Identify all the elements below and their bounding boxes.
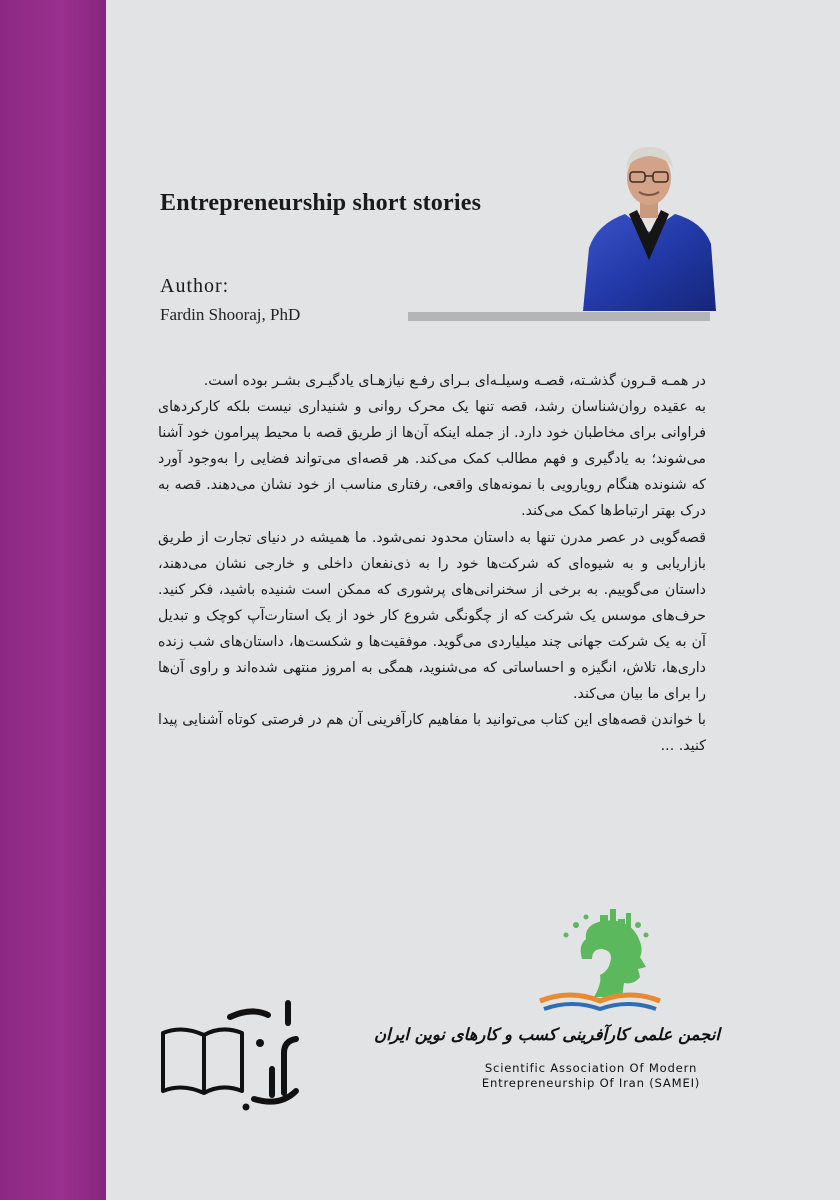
association-logo <box>530 905 670 1015</box>
paragraph: در همـه قـرون گذشـته، قصـه وسیلـه‌ای بـرای رفـع نیازهـای یادگیـری بشـر بوده است. <box>203 373 706 389</box>
association-name-line: Scientific Association Of Modern <box>484 1061 698 1075</box>
author-label: Author: <box>160 275 230 297</box>
association-name-line: Entrepreneurship Of Iran (SAMEI) <box>481 1076 701 1090</box>
photo-underline-bar <box>408 312 710 321</box>
back-cover-description <box>158 368 706 759</box>
paragraph: به عقیده روان‌شناسان رشد، قصه تنها یک محرک روانی و شنیداری نیست بلکه کارکردهای فراوانی برای مخاطبان خود دارد. از جمله اینکه آن‌ها از طریق قصه با محیط پیرامون خود آشنا می‌شوند؛ به یادگیری و فهم مطالب کمک می‌کند. هر قصه‌ای می‌تواند فضایی را به‌وجود آورد که شنونده هنگام رویارویی با نمونه‌های واقعی، رفتاری مناسب از خود نشان می‌دهند. قصه به درک بهتر ارتباط‌ها کمک می‌کند. <box>158 399 706 520</box>
author-photo <box>583 140 716 311</box>
paragraph: با خواندن قصه‌های این کتاب می‌توانید با مفاهیم کارآفرینی آن هم در فرصتی کوتاه آشنایی پیدا کنید. ... <box>158 712 706 755</box>
publisher-logo <box>160 995 310 1115</box>
book-title: Entrepreneurship short stories <box>160 190 482 216</box>
author-name: Fardin Shooraj, PhD <box>160 305 301 324</box>
spine-band <box>0 0 106 1200</box>
book-open-icon <box>163 1029 242 1093</box>
paragraph: قصه‌گویی در عصر مدرن تنها به داستان محدود نمی‌شود. ما همیشه در دنیای تجارت از طریق بازاریابی و به شیوه‌ای که شرکت‌ها خود را به ذی‌نفعان داخلی و خارجی نشان می‌دهند، داستان می‌گوییم. به برخی از سخنرانی‌های پرشوری که ممکن است شنیده باشید، فکر کنید. حرف‌های موسس یک شرکت که از چگونگی شروع کار خود از یک استارت‌آپ کوچک و تبدیل آن به یک شرکت جهانی چند میلیاردی می‌گوید. موفقیت‌ها و شکست‌ها، داستان‌های شب زنده داری‌ها، تلاش، انگیزه و احساساتی که می‌شنوید، همگی به امروز منتهی شده‌اند و راوی آن‌ها را برای ما بیان می‌کند. <box>158 529 706 703</box>
association-name-persian: انجمن علمی کارآفرینی کسب و کارهای نوین ایران <box>374 1025 720 1044</box>
association-name-english <box>462 1061 720 1091</box>
